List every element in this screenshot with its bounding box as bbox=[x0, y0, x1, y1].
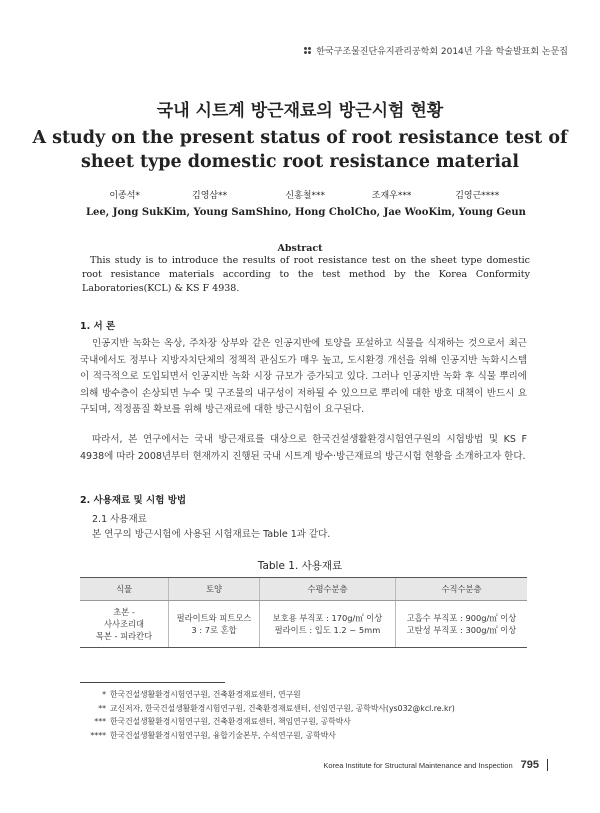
author bbox=[86, 188, 163, 218]
footnote-text: 한국건설생활환경시험연구원, 융합기술본부, 수석연구원, 공학박사 bbox=[110, 730, 336, 740]
cell-line: 고흡수 부직포 : 900g/㎡ 이상 bbox=[406, 613, 517, 623]
abstract-heading: Abstract bbox=[277, 243, 323, 254]
table-cell-vertical-layer bbox=[396, 601, 528, 648]
table-1 bbox=[80, 577, 527, 648]
author-name-english: Kim, Young Sam bbox=[163, 207, 256, 218]
cell-line: 펄라이트와 피트모스 bbox=[176, 613, 252, 623]
author bbox=[163, 188, 255, 218]
author-name-korean: 김영근**** bbox=[455, 191, 500, 201]
table-header-cell: 수직수분층 bbox=[396, 578, 528, 601]
footnote bbox=[80, 688, 540, 702]
footnote-text: 한국건설생활환경시험연구원, 건축환경재료센터, 책임연구원, 공학박사 bbox=[110, 717, 351, 726]
author-name-english: Lee, Jong Suk bbox=[86, 207, 164, 218]
abstract-text: This study is to introduce the results of root resistance test on the sheet type domestic root resistance materials according to the test method by the Korea Conformity Laboratories(KCL) & KS F 4938. bbox=[82, 255, 530, 294]
subsection-2-1-heading: 2.1 사용재료 bbox=[92, 514, 147, 525]
cell-line: 고탄성 부직포 : 300g/㎡ 이상 bbox=[406, 625, 517, 635]
running-header bbox=[304, 44, 568, 57]
author-name-korean: 이종석* bbox=[109, 191, 140, 201]
footnote-text: 한국건설생활환경시험연구원, 건축환경재료센터, 연구원 bbox=[110, 690, 301, 699]
section-2-heading: 2. 사용재료 및 시험 방법 bbox=[80, 495, 187, 506]
page-footer bbox=[323, 759, 548, 771]
title-korean: 국내 시트계 방근재료의 방근시험 현황 bbox=[156, 101, 444, 121]
footnote bbox=[80, 715, 540, 729]
footnote-text: 교신저자, 한국건설생활환경시험연구원, 건축환경재료센터, 선임연구원, 공학박사(ys032@kcl.re.kr) bbox=[110, 703, 455, 713]
footnote-divider bbox=[80, 682, 225, 683]
page-number: 795 bbox=[520, 759, 539, 771]
footer-divider bbox=[547, 759, 548, 771]
footnotes bbox=[80, 688, 540, 742]
cell-line: 3 : 7로 혼합 bbox=[191, 625, 237, 635]
cell-line: 초본 - bbox=[113, 607, 135, 617]
author-name-korean: 신홍철*** bbox=[285, 191, 325, 201]
table-header-cell: 토양 bbox=[169, 578, 260, 601]
author bbox=[256, 188, 355, 218]
table-1-caption: Table 1. 사용재료 bbox=[257, 560, 343, 572]
footnote-mark: * bbox=[102, 690, 106, 699]
author-name-english: Kim, Young Geun bbox=[428, 207, 526, 218]
footer-institute: Korea Institute for Structural Maintenance and Inspection bbox=[323, 760, 513, 770]
footnote bbox=[80, 729, 540, 743]
author bbox=[355, 188, 429, 218]
title-english-line-2: sheet type domestic root resistance material bbox=[80, 152, 520, 172]
footnote bbox=[80, 702, 540, 716]
author-name-english: Cho, Jae Woo bbox=[354, 207, 429, 218]
table-header-cell: 식물 bbox=[80, 578, 169, 601]
title-english bbox=[0, 126, 600, 174]
table-header-cell: 수평수분층 bbox=[260, 578, 396, 601]
author bbox=[429, 188, 526, 218]
section-1-paragraph-1: 인공지반 녹화는 옥상, 주차장 상부와 같은 인공지반에 토양을 포설하고 식물을 식재하는 것으로서 최근 국내에서도 정부나 지방자치단체의 정책적 관심도가 매우 높고, 도시환경 개선을 위해 인공지반 녹화시스템이 적극적으로 도입되면서 인공지반 녹화 시장 규모가 증가되고 있다. 그러나 인공지반 녹화 후 식물 뿌리에 의해 방수층이 손상되면 누수 및 구조물의 내구성이 저하될 수 있으므로 뿌리에 대한 방호 대책이 반드시 요구되며, 적정품질 확보를 위해 방근재료에 대한 방근시험이 요구된다. bbox=[80, 338, 527, 415]
author-name-korean: 김영삼** bbox=[192, 191, 228, 201]
table-cell-plant bbox=[80, 601, 169, 648]
table-cell-soil bbox=[169, 601, 260, 648]
cell-line: 사사조리대 bbox=[103, 619, 145, 629]
footnote-mark: **** bbox=[90, 730, 106, 740]
table-cell-horizontal-layer bbox=[260, 601, 396, 648]
table-row bbox=[80, 601, 527, 648]
author-list bbox=[86, 188, 526, 218]
footnote-mark: ** bbox=[98, 703, 106, 713]
cell-line: 펄라이트 : 입도 1.2 ~ 5mm bbox=[274, 625, 381, 635]
footnote-mark: *** bbox=[94, 717, 106, 726]
title-english-line-1: A study on the present status of root resistance test of bbox=[32, 128, 568, 148]
journal-name: 한국구조물진단유지관리공학회 2014년 가을 학술발표회 논문집 bbox=[316, 47, 568, 57]
author-name-korean: 조재우*** bbox=[371, 191, 412, 201]
cell-line: 보호용 부직포 : 170g/㎡ 이상 bbox=[272, 613, 383, 623]
author-name-english: Shino, Hong Chol bbox=[255, 207, 355, 218]
section-2-paragraph: 본 연구의 방근시험에 사용된 시험재료는 Table 1과 같다. bbox=[92, 529, 331, 540]
dots-icon bbox=[304, 47, 312, 55]
section-1-heading: 1. 서 론 bbox=[80, 321, 116, 332]
section-1-paragraph-2: 따라서, 본 연구에서는 국내 방근재료를 대상으로 한국건설생활환경시험연구원의 시험방법 및 KS F 4938에 따라 2008년부터 현재까지 진행된 국내 시트계 방수·방근재료의 방근시험 현황을 소개하고자 한다. bbox=[80, 434, 527, 462]
cell-line: 목본 - 피라칸다 bbox=[95, 631, 153, 641]
table-header-row bbox=[80, 578, 527, 601]
